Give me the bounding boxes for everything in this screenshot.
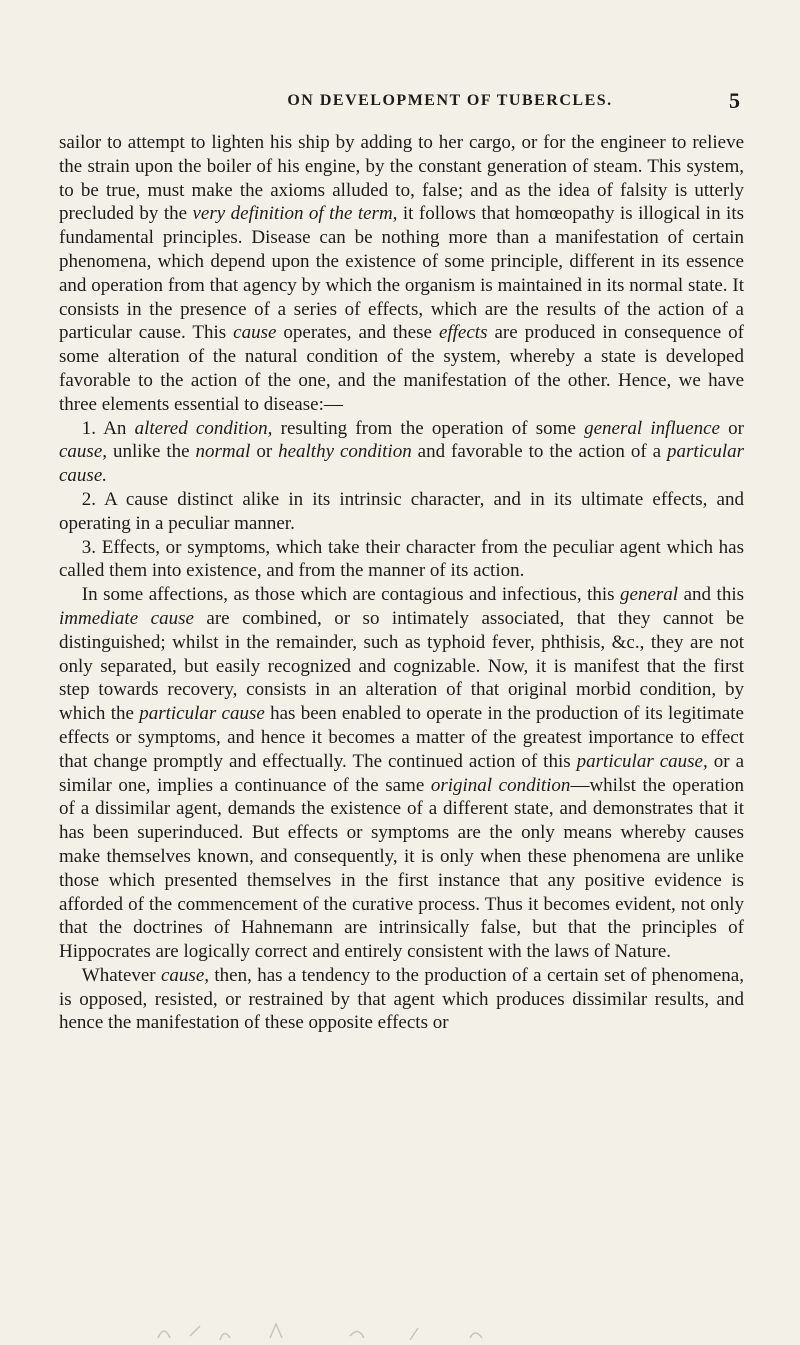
p3-emphasis-1: cause,: [161, 964, 210, 986]
p2-text-b: and this: [678, 584, 744, 606]
l1-emphasis-3: cause,: [59, 441, 108, 463]
l1-emphasis-1: altered condition,: [134, 417, 273, 439]
p1-text-a: sailor to attempt to lighten his ship by adding to her cargo, or for the engineer to relieve the strain upon the boiler of his engine, by the constant generation of steam. This system, to be true, must make the axioms alluded to, false; and as the idea of falsity is utterly precluded by the: [59, 132, 744, 225]
list-item-3: 3. Effects, or symptoms, which take their character from the peculiar agent which has called them into existence, and from the manner of its action.: [59, 536, 744, 582]
l1-text-b: resulting from the operation of some: [272, 417, 585, 439]
list-item-1: [59, 417, 744, 488]
p1-emphasis-3: effects: [438, 322, 488, 344]
paragraph-1: [59, 131, 744, 417]
l1-emphasis-6: particular cause.: [59, 441, 745, 487]
p3-text-a: Whatever: [81, 964, 161, 986]
paragraph-2: [59, 583, 744, 964]
page-header: [160, 88, 740, 116]
running-head: ON DEVELOPMENT OF TUBERCLES.: [287, 92, 613, 109]
p2-emphasis-1: general: [620, 584, 679, 606]
p1-text-d: are produced in consequence of some alteration of the natural condition of the system, whereby a state is developed favorable to the action of the one, and the manifestation of the other. Hence, we have three elements essential to disease:—: [59, 322, 744, 415]
p2-emphasis-5: original condition: [430, 774, 571, 796]
p1-emphasis-1: very definition of the term,: [192, 203, 398, 225]
l1-text-d: unlike the: [107, 441, 196, 463]
p2-text-f: —whilst the operation of a dissimilar agent, demands the existence of a different state, and demonstrates that it has been superinduced. But effects or symptoms are the only means whereby causes make themselves known, and consequently, it is only when these phenomena are unlike those which presented themselves in the first instance that any positive evidence is afforded of the commencement of the curative process. Thus it becomes evident, not only that the doctrines of Hahnemann are intrinsically false, but that the principles of Hippocrates are logically correct and entirely consistent with the laws of Nature.: [59, 774, 745, 963]
p3-text-b: then, has a tendency to the production of a certain set of phenomena, is opposed, resisted, or restrained by that agent which produces dissimilar results, and hence the manifestation of these opposite effects or: [59, 964, 744, 1034]
body-text: [59, 131, 744, 1035]
p2-text-a: In some affections, as those which are contagious and infectious, this: [81, 584, 621, 606]
l1-emphasis-5: healthy condition: [278, 441, 412, 463]
l1-text-a: 1. An: [81, 417, 135, 439]
l1-text-c: or: [719, 417, 744, 439]
p2-text-d: has been enabled to operate in the production of its legitimate effects or symptoms, and hence it becomes a matter of the greatest importance to effect that change promptly and effectually. The continued action of this: [59, 703, 744, 772]
p2-emphasis-3: particular cause: [139, 703, 265, 725]
l1-emphasis-2: general influence: [584, 417, 720, 439]
p2-emphasis-2: immediate cause: [59, 607, 194, 629]
list-item-2: 2. A cause distinct alike in its intrinsic character, and in its ultimate effects, and operating in a peculiar manner.: [59, 488, 744, 534]
p1-text-b: it follows that homœopathy is illogical in its fundamental principles. Disease can be nothing more than a manifestation of certain phenomena, which depend upon the existence of some principle, different in its essence and operation from that agency by which the organism is maintained in its normal state. It consists in the presence of a series of effects, which are the results of the action of a particular cause. This: [59, 203, 744, 344]
p2-emphasis-4: particular cause,: [576, 750, 708, 772]
l1-text-f: and favorable to the action of a: [411, 441, 667, 463]
p1-text-c: operates, and these: [276, 322, 439, 344]
page-number: 5: [729, 88, 740, 113]
l1-emphasis-4: normal: [195, 441, 251, 463]
l1-text-e: or: [250, 441, 279, 463]
p2-text-c: are combined, or so intimately associated, that they cannot be distinguished; whilst in the remainder, such as typhoid fever, phthisis, &c., they are not only separated, but easily recognized and cognizable. Now, it is manifest that the first step towards recovery, consists in an alteration of that original morbid condition, by which the: [59, 607, 745, 725]
p2-text-e: or a similar one, implies a continuance of the same: [59, 750, 745, 796]
paragraph-3: [59, 964, 744, 1035]
bleed-through-marks: [150, 1318, 530, 1344]
p1-emphasis-2: cause: [233, 322, 277, 344]
